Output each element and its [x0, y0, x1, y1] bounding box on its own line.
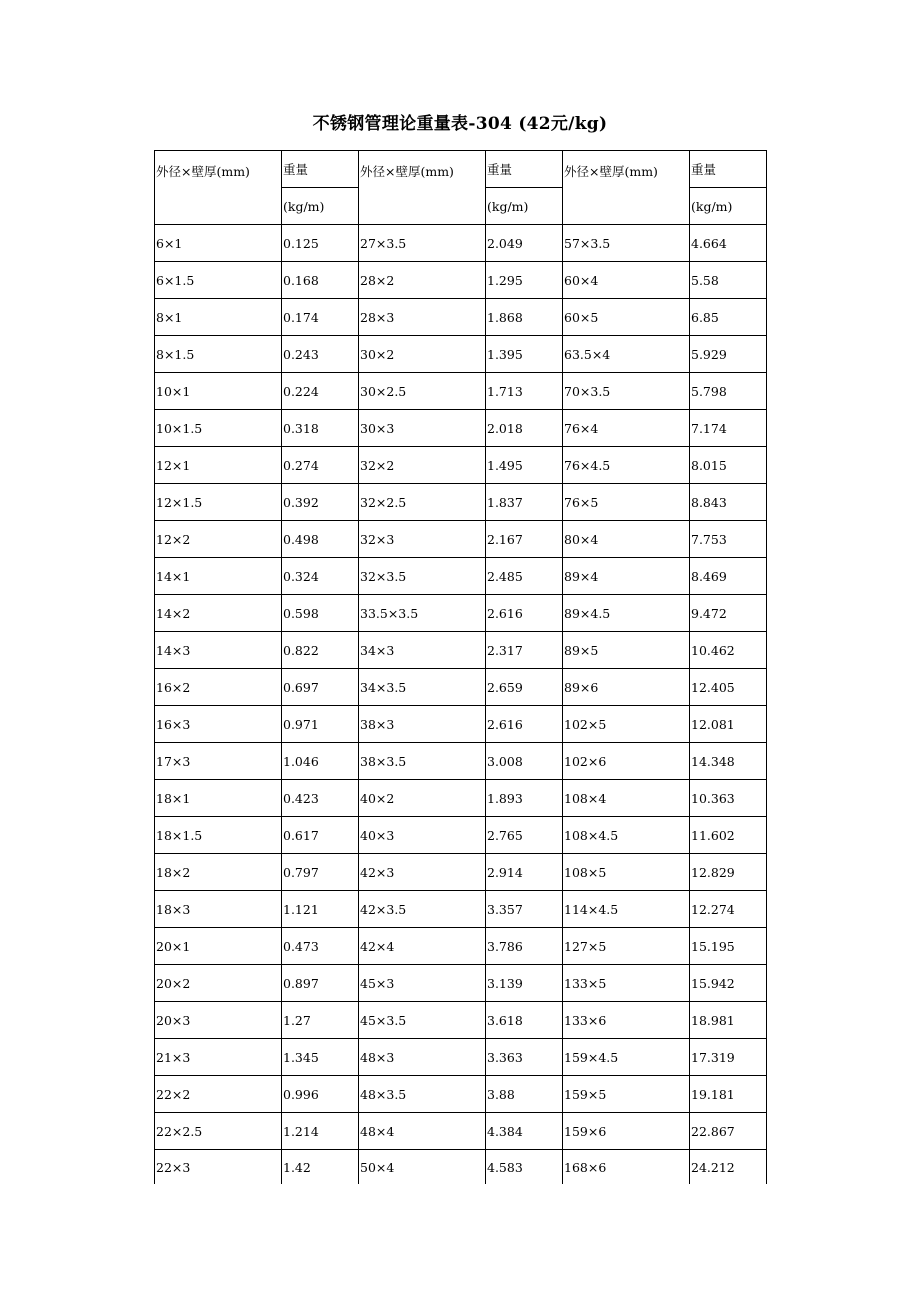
size-cell: 42×3.5 — [359, 891, 486, 928]
weight-cell: 1.046 — [282, 743, 359, 780]
weight-cell: 2.659 — [486, 669, 563, 706]
weight-cell: 4.664 — [690, 225, 767, 262]
table-header-row — [155, 151, 767, 188]
size-cell: 108×5 — [563, 854, 690, 891]
size-cell: 60×4 — [563, 262, 690, 299]
table-row — [155, 928, 767, 965]
weight-cell: 15.195 — [690, 928, 767, 965]
size-cell: 89×4.5 — [563, 595, 690, 632]
size-cell: 33.5×3.5 — [359, 595, 486, 632]
size-cell: 20×1 — [155, 928, 282, 965]
size-cell: 80×4 — [563, 521, 690, 558]
size-cell: 38×3.5 — [359, 743, 486, 780]
table-row — [155, 780, 767, 817]
weight-cell: 1.713 — [486, 373, 563, 410]
weight-cell: 3.363 — [486, 1039, 563, 1076]
weight-cell: 3.786 — [486, 928, 563, 965]
page-title: 不锈钢管理论重量表-304 (42元/kg) — [312, 114, 608, 134]
weight-cell: 8.469 — [690, 558, 767, 595]
weight-cell: 0.822 — [282, 632, 359, 669]
table-row — [155, 447, 767, 484]
size-cell: 45×3.5 — [359, 1002, 486, 1039]
header-weight: 重量 — [282, 151, 359, 188]
size-cell: 14×1 — [155, 558, 282, 595]
header-weight: 重量 — [486, 151, 563, 188]
size-cell: 102×6 — [563, 743, 690, 780]
size-cell: 18×1 — [155, 780, 282, 817]
size-cell: 6×1.5 — [155, 262, 282, 299]
weight-cell: 2.018 — [486, 410, 563, 447]
weight-cell: 12.274 — [690, 891, 767, 928]
weight-cell: 17.319 — [690, 1039, 767, 1076]
weight-cell: 0.174 — [282, 299, 359, 336]
table-row — [155, 373, 767, 410]
size-cell: 16×2 — [155, 669, 282, 706]
size-cell: 50×4 — [359, 1150, 486, 1185]
weight-cell: 1.121 — [282, 891, 359, 928]
size-cell: 32×2.5 — [359, 484, 486, 521]
size-cell: 108×4 — [563, 780, 690, 817]
size-cell: 89×6 — [563, 669, 690, 706]
weight-cell: 2.616 — [486, 595, 563, 632]
table-row — [155, 410, 767, 447]
weight-cell: 3.139 — [486, 965, 563, 1002]
size-cell: 76×4 — [563, 410, 690, 447]
table-row — [155, 669, 767, 706]
size-cell: 6×1 — [155, 225, 282, 262]
weight-cell: 14.348 — [690, 743, 767, 780]
weight-cell: 0.318 — [282, 410, 359, 447]
size-cell: 133×5 — [563, 965, 690, 1002]
table-row — [155, 1039, 767, 1076]
weight-cell: 0.996 — [282, 1076, 359, 1113]
size-cell: 159×5 — [563, 1076, 690, 1113]
size-cell: 34×3.5 — [359, 669, 486, 706]
size-cell: 45×3 — [359, 965, 486, 1002]
table-row — [155, 891, 767, 928]
size-cell: 28×2 — [359, 262, 486, 299]
weight-cell: 18.981 — [690, 1002, 767, 1039]
size-cell: 10×1.5 — [155, 410, 282, 447]
weight-cell: 2.616 — [486, 706, 563, 743]
size-cell: 8×1.5 — [155, 336, 282, 373]
size-cell: 108×4.5 — [563, 817, 690, 854]
weight-cell: 4.583 — [486, 1150, 563, 1185]
weight-cell: 0.797 — [282, 854, 359, 891]
header-unit: (kg/m) — [486, 188, 563, 225]
weight-cell: 0.498 — [282, 521, 359, 558]
weight-cell: 0.324 — [282, 558, 359, 595]
table-row — [155, 225, 767, 262]
table-row — [155, 1002, 767, 1039]
weight-cell: 12.081 — [690, 706, 767, 743]
size-cell: 63.5×4 — [563, 336, 690, 373]
weight-cell: 3.357 — [486, 891, 563, 928]
table-row — [155, 299, 767, 336]
size-cell: 28×3 — [359, 299, 486, 336]
size-cell: 22×3 — [155, 1150, 282, 1185]
header-unit: (kg/m) — [282, 188, 359, 225]
table-row — [155, 1150, 767, 1185]
size-cell: 30×3 — [359, 410, 486, 447]
header-size: 外径×壁厚(mm) — [359, 151, 486, 225]
size-cell: 159×6 — [563, 1113, 690, 1150]
size-cell: 48×4 — [359, 1113, 486, 1150]
size-cell: 76×5 — [563, 484, 690, 521]
table-row — [155, 558, 767, 595]
weight-cell: 0.971 — [282, 706, 359, 743]
table-row — [155, 521, 767, 558]
weight-cell: 0.617 — [282, 817, 359, 854]
size-cell: 48×3 — [359, 1039, 486, 1076]
weight-cell: 12.405 — [690, 669, 767, 706]
table-row — [155, 743, 767, 780]
weight-cell: 5.929 — [690, 336, 767, 373]
size-cell: 159×4.5 — [563, 1039, 690, 1076]
size-cell: 17×3 — [155, 743, 282, 780]
weight-cell: 0.598 — [282, 595, 359, 632]
size-cell: 40×2 — [359, 780, 486, 817]
size-cell: 133×6 — [563, 1002, 690, 1039]
table-row — [155, 1113, 767, 1150]
weight-cell: 3.88 — [486, 1076, 563, 1113]
weight-cell: 2.317 — [486, 632, 563, 669]
weight-cell: 2.914 — [486, 854, 563, 891]
size-cell: 18×2 — [155, 854, 282, 891]
header-unit: (kg/m) — [690, 188, 767, 225]
size-cell: 60×5 — [563, 299, 690, 336]
weight-cell: 1.295 — [486, 262, 563, 299]
size-cell: 22×2 — [155, 1076, 282, 1113]
header-size: 外径×壁厚(mm) — [563, 151, 690, 225]
weight-cell: 12.829 — [690, 854, 767, 891]
weight-cell: 0.697 — [282, 669, 359, 706]
size-cell: 114×4.5 — [563, 891, 690, 928]
weight-cell: 1.837 — [486, 484, 563, 521]
size-cell: 89×5 — [563, 632, 690, 669]
weight-cell: 4.384 — [486, 1113, 563, 1150]
size-cell: 32×3.5 — [359, 558, 486, 595]
table-row — [155, 706, 767, 743]
weight-cell: 5.798 — [690, 373, 767, 410]
size-cell: 20×2 — [155, 965, 282, 1002]
size-cell: 40×3 — [359, 817, 486, 854]
weight-cell: 0.125 — [282, 225, 359, 262]
size-cell: 22×2.5 — [155, 1113, 282, 1150]
size-cell: 42×4 — [359, 928, 486, 965]
weight-cell: 7.174 — [690, 410, 767, 447]
size-cell: 48×3.5 — [359, 1076, 486, 1113]
weight-cell: 1.27 — [282, 1002, 359, 1039]
size-cell: 20×3 — [155, 1002, 282, 1039]
size-cell: 127×5 — [563, 928, 690, 965]
weight-cell: 19.181 — [690, 1076, 767, 1113]
size-cell: 38×3 — [359, 706, 486, 743]
size-cell: 102×5 — [563, 706, 690, 743]
size-cell: 18×1.5 — [155, 817, 282, 854]
weight-cell: 2.167 — [486, 521, 563, 558]
size-cell: 12×1 — [155, 447, 282, 484]
weight-table — [154, 150, 767, 1184]
size-cell: 8×1 — [155, 299, 282, 336]
table-row — [155, 854, 767, 891]
weight-cell: 6.85 — [690, 299, 767, 336]
weight-cell: 8.015 — [690, 447, 767, 484]
size-cell: 12×1.5 — [155, 484, 282, 521]
weight-cell: 0.897 — [282, 965, 359, 1002]
weight-cell: 2.485 — [486, 558, 563, 595]
size-cell: 10×1 — [155, 373, 282, 410]
weight-cell: 10.462 — [690, 632, 767, 669]
weight-cell: 5.58 — [690, 262, 767, 299]
size-cell: 18×3 — [155, 891, 282, 928]
header-size: 外径×壁厚(mm) — [155, 151, 282, 225]
weight-cell: 15.942 — [690, 965, 767, 1002]
size-cell: 42×3 — [359, 854, 486, 891]
table-row — [155, 336, 767, 373]
size-cell: 76×4.5 — [563, 447, 690, 484]
table-row — [155, 632, 767, 669]
size-cell: 32×3 — [359, 521, 486, 558]
size-cell: 70×3.5 — [563, 373, 690, 410]
weight-cell: 22.867 — [690, 1113, 767, 1150]
size-cell: 12×2 — [155, 521, 282, 558]
table-row — [155, 262, 767, 299]
weight-cell: 1.495 — [486, 447, 563, 484]
size-cell: 89×4 — [563, 558, 690, 595]
table-row — [155, 595, 767, 632]
weight-cell: 1.42 — [282, 1150, 359, 1185]
weight-cell: 10.363 — [690, 780, 767, 817]
weight-cell: 3.008 — [486, 743, 563, 780]
size-cell: 168×6 — [563, 1150, 690, 1185]
weight-cell: 2.049 — [486, 225, 563, 262]
size-cell: 30×2 — [359, 336, 486, 373]
table-row — [155, 965, 767, 1002]
weight-cell: 7.753 — [690, 521, 767, 558]
table-row — [155, 484, 767, 521]
weight-cell: 1.345 — [282, 1039, 359, 1076]
weight-cell: 0.392 — [282, 484, 359, 521]
size-cell: 16×3 — [155, 706, 282, 743]
weight-cell: 1.868 — [486, 299, 563, 336]
size-cell: 14×3 — [155, 632, 282, 669]
size-cell: 27×3.5 — [359, 225, 486, 262]
weight-cell: 8.843 — [690, 484, 767, 521]
weight-cell: 0.274 — [282, 447, 359, 484]
weight-cell: 1.395 — [486, 336, 563, 373]
size-cell: 21×3 — [155, 1039, 282, 1076]
weight-cell: 24.212 — [690, 1150, 767, 1185]
table-row — [155, 1076, 767, 1113]
weight-cell: 0.473 — [282, 928, 359, 965]
weight-cell: 3.618 — [486, 1002, 563, 1039]
size-cell: 14×2 — [155, 595, 282, 632]
size-cell: 34×3 — [359, 632, 486, 669]
weight-cell: 0.224 — [282, 373, 359, 410]
size-cell: 57×3.5 — [563, 225, 690, 262]
weight-cell: 0.423 — [282, 780, 359, 817]
table-row — [155, 817, 767, 854]
weight-cell: 1.893 — [486, 780, 563, 817]
weight-cell: 0.243 — [282, 336, 359, 373]
weight-cell: 9.472 — [690, 595, 767, 632]
header-weight: 重量 — [690, 151, 767, 188]
weight-cell: 0.168 — [282, 262, 359, 299]
size-cell: 30×2.5 — [359, 373, 486, 410]
weight-cell: 2.765 — [486, 817, 563, 854]
size-cell: 32×2 — [359, 447, 486, 484]
weight-cell: 11.602 — [690, 817, 767, 854]
weight-cell: 1.214 — [282, 1113, 359, 1150]
